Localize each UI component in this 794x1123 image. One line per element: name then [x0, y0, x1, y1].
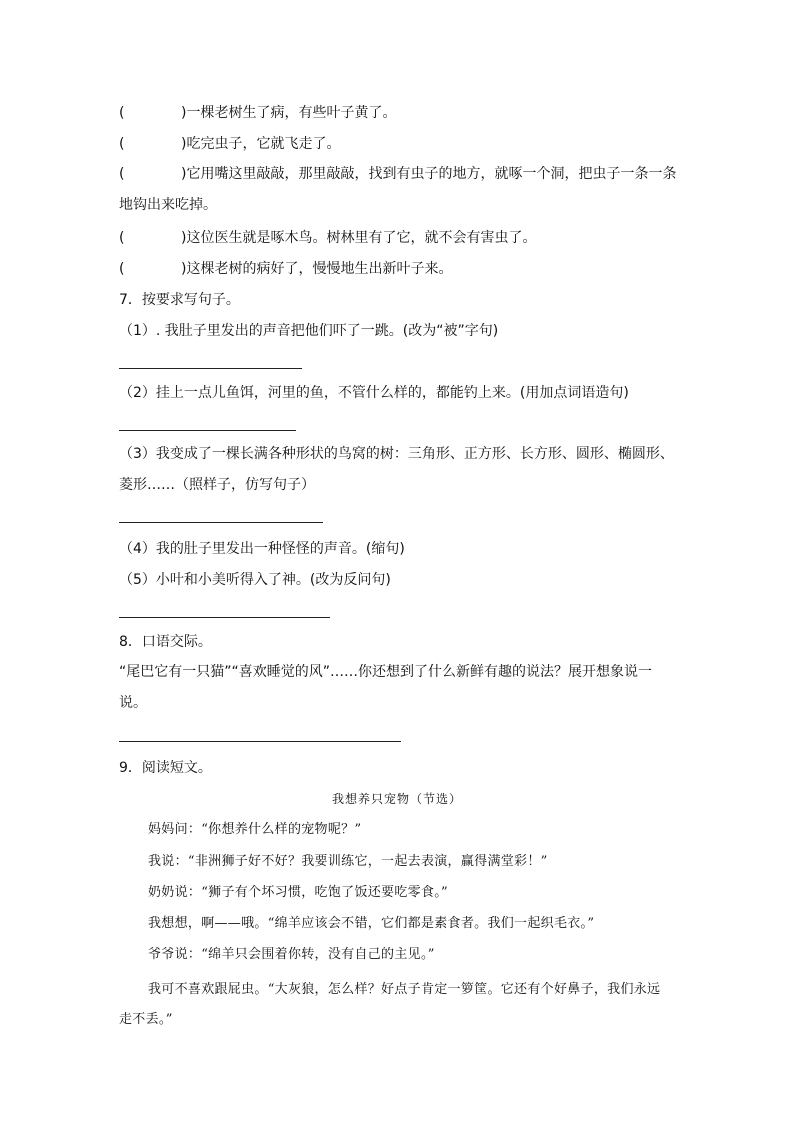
question-8-heading: 8．口语交际。 [119, 634, 212, 650]
order-item-1 [119, 104, 396, 122]
q7-item-2: （2）挂上一点儿鱼饵，河里的鱼，不管什么样的，都能钓上来。(用加点词语造句) [119, 385, 629, 401]
order-blank[interactable]: ( [119, 230, 125, 246]
question-7-heading: 7．按要求写句子。 [119, 292, 240, 308]
order-blank[interactable]: ( [119, 166, 125, 182]
question-9-heading: 9．阅读短文。 [119, 760, 212, 776]
order-item-2 [119, 135, 340, 153]
answer-line-8[interactable] [119, 741, 401, 742]
passage-title: 我想养只宠物（节选） [331, 792, 462, 806]
passage-paragraph-4: 我想想，啊——哦。“绵羊应该会不错，它们都是素食者。我们一起织毛衣。” [148, 916, 595, 931]
q7-item-5: （5）小叶和小美听得入了神。(改为反问句) [119, 572, 391, 588]
question-8-prompt: “尾巴它有一只猫”“喜欢睡觉的风”……你还想到了什么新鲜有趣的说法？展开想象说一说。 [119, 664, 653, 711]
passage-paragraph-5: 爷爷说：“绵羊只会围着你转，没有自己的主见。” [148, 947, 435, 962]
order-blank[interactable]: ( [119, 105, 125, 121]
order-item-4 [119, 229, 536, 247]
order-item-text: )这位医生就是啄木鸟。树林里有了它，就不会有害虫了。 [181, 230, 537, 246]
passage-paragraph-2: 我说：“非洲狮子好不好？我要训练它，一起去表演，赢得满堂彩！” [148, 854, 548, 869]
answer-line-2[interactable] [119, 430, 296, 431]
order-blank[interactable]: ( [119, 261, 125, 277]
passage-paragraph-1: 妈妈问：“你想养什么样的宠物呢？” [148, 822, 362, 837]
order-item-text: )这棵老树的病好了，慢慢地生出新叶子来。 [181, 261, 453, 277]
q7-item-1: （1）. 我肚子里发出的声音把他们吓了一跳。(改为“被”字句) [119, 323, 499, 339]
answer-line-3[interactable] [119, 522, 323, 523]
order-item-text: )吃完虫子，它就飞走了。 [181, 136, 341, 152]
answer-line-1[interactable] [119, 368, 302, 369]
order-item-5 [119, 260, 452, 278]
order-item-3 [119, 159, 679, 221]
q7-item-3: （3）我变成了一棵长满各种形状的鸟窝的树：三角形、正方形、长方形、圆形、椭圆形、菱形……（照样子，仿写句子） [119, 446, 674, 493]
order-item-text: )一棵老树生了病，有些叶子黄了。 [181, 105, 397, 121]
passage-paragraph-3: 奶奶说：“狮子有个坏习惯，吃饱了饭还要吃零食。” [148, 885, 448, 900]
order-item-text: )它用嘴这里敲敲，那里敲敲，找到有虫子的地方，就啄一个洞，把虫子一条一条地钩出来吃掉。 [119, 166, 677, 213]
passage-paragraph-6: 我可不喜欢跟屁虫。“大灰狼，怎么样？好点子肯定一箩筐。它还有个好鼻子，我们永远走不丢。” [119, 982, 661, 1027]
q7-item-4: （4）我的肚子里发出一种怪怪的声音。(缩句) [119, 541, 405, 557]
order-blank[interactable]: ( [119, 136, 125, 152]
answer-line-5[interactable] [119, 617, 330, 618]
